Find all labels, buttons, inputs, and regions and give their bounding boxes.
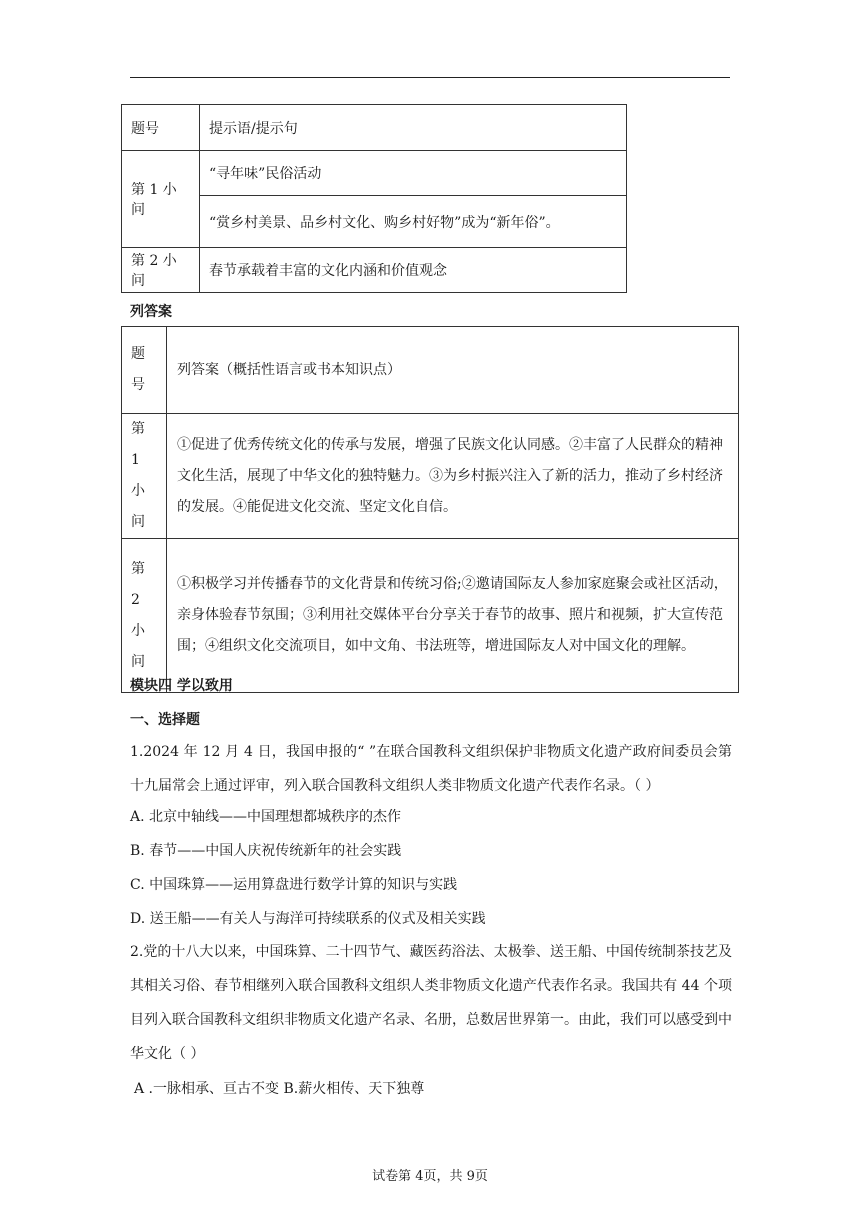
table-row: [122, 105, 627, 151]
answer-table-q1-label: [122, 414, 167, 539]
question-2-stem: 2.党的十八大以来，中国珠算、二十四节气、藏医药浴法、太极拳、送王船、中国传统制茶技艺及其相关习俗、春节相继列入联合国教科文组织人类非物质文化遗产代表作名录。我国共有 44 个项目列入联合国教科文组织非物质文化遗产名录、名册，总数居世界第一。由此，我们可以感受到中华文化（ ）: [130, 944, 732, 1062]
hint-table-header-hint: 提示语/提示句: [200, 105, 627, 151]
answer-table-header-number: [122, 327, 167, 414]
answer-table-q1-label-line: 第 1: [131, 421, 145, 468]
hint-table-q1-label: 第 1 小问: [122, 151, 200, 248]
question-1-option-a: A. 北京中轴线——中国理想都城秩序的杰作: [130, 809, 402, 825]
question-1-option-b: B. 春节——中国人庆祝传统新年的社会实践: [130, 843, 402, 859]
question-1-option-d: D. 送王船——有关人与海洋可持续联系的仪式及相关实践: [130, 911, 486, 927]
answer-table-header-number-line: 题: [131, 346, 145, 362]
hint-table-header-number: 题号: [122, 105, 200, 151]
table-row: [122, 539, 739, 693]
table-row: [122, 151, 627, 196]
hint-table-q2-hint: 春节承载着丰富的文化内涵和价值观念: [200, 248, 627, 293]
answer-table-header-number-line: 号: [131, 377, 145, 393]
answer-table-q2-text: ①积极学习并传播春节的文化背景和传统习俗;②邀请国际友人参加家庭聚会或社区活动，亲身体验春节氛围；③利用社交媒体平台分享关于春节的故事、照片和视频，扩大宣传范围；④组织文化交流项目，如中文角、书法班等，增进国际友人对中国文化的理解。: [167, 539, 739, 693]
header-rule: [130, 77, 730, 78]
answer-table-header-text: 列答案（概括性语言或书本知识点）: [167, 327, 739, 414]
question-1-option-c: C. 中国珠算——运用算盘进行数学计算的知识与实践: [130, 877, 458, 893]
question-2-options: A .一脉相承、亘古不变 B.薪火相传、天下独尊: [134, 1081, 425, 1097]
answer-table-q1-text: ①促进了优秀传统文化的传承与发展，增强了民族文化认同感。②丰富了人民群众的精神文化生活，展现了中华文化的独特魅力。③为乡村振兴注入了新的活力，推动了乡村经济的发展。④能促进文化交流、坚定文化自信。: [167, 414, 739, 539]
answer-table-q1-label-line: 小: [131, 483, 145, 499]
page-footer: 试卷第 4页，共 9页: [372, 1169, 488, 1184]
answer-section-title: 列答案: [130, 304, 172, 320]
section-title: 一、选择题: [130, 712, 200, 728]
table-row: [122, 327, 739, 414]
table-row: [122, 414, 739, 539]
answer-table: [121, 326, 739, 693]
hint-table-q1-hint-2: “赏乡村美景、品乡村文化、购乡村好物”成为“新年俗”。: [200, 196, 627, 248]
answer-table-q2-label-line: 第 2: [131, 560, 145, 608]
hint-table-q2-label: 第 2 小问: [122, 248, 200, 293]
module-title: 模块四 学以致用: [130, 678, 233, 694]
hint-table: [121, 104, 627, 293]
question-1-stem: 1.2024 年 12 月 4 日，我国申报的“ ”在联合国教科文组织保护非物质文化遗产政府间委员会第十九届常会上通过评审，列入联合国教科文组织人类非物质文化遗产代表作名录。（ ）: [130, 744, 732, 794]
table-row: [122, 248, 627, 293]
answer-table-q2-label-line: 问: [131, 653, 145, 670]
answer-table-q2-label: [122, 539, 167, 693]
hint-table-q1-hint-1: “寻年味”民俗活动: [200, 151, 627, 196]
answer-table-q1-label-line: 问: [131, 514, 145, 530]
answer-table-q2-label-line: 小: [131, 622, 145, 639]
